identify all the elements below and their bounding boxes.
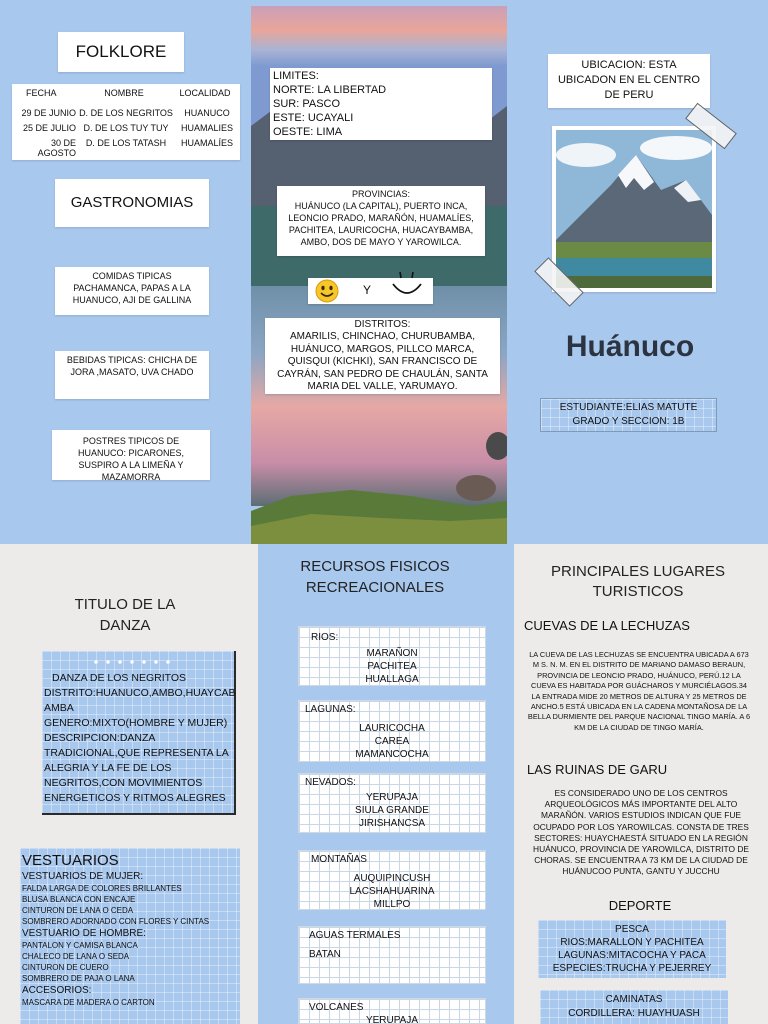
deporte-title: DEPORTE — [608, 898, 672, 913]
postres-text: POSTRES TIPICOS DE HUANUCO: PICARONES, SUSPIRO A LA LIMEÑA Y MAZAMORRA — [77, 436, 184, 482]
folklore-row — [12, 133, 240, 158]
caminatas-box — [540, 990, 728, 1024]
folklore-cell-date: 30 DE AGOSTO — [37, 138, 76, 158]
vestuarios-card — [20, 848, 240, 1024]
turisticos-title: PRINCIPALES LUGARES TURISTICOS — [551, 563, 725, 600]
recurso-item: SIULA GRANDE — [355, 805, 429, 816]
folklore-title: FOLKLORE — [75, 42, 167, 61]
gastronomia-title: GASTRONOMIAS — [70, 194, 194, 211]
caminatas-line: CORDILLERA: HUAYHUASH — [568, 1008, 700, 1019]
folklore-header-place: LOCALIDAD — [179, 88, 231, 98]
recurso-group-label: AGUAS TERMALES — [309, 930, 401, 941]
recurso-group-nevados — [298, 773, 486, 833]
vestuarios-title: VESTUARIOS — [22, 852, 119, 869]
cuevas-text: LA CUEVA DE LAS LECHUZAS SE ENCUENTRA UBICADA A 673 M S. N. M. EN EL DISTRITO DE MARIANO DAMASO BERAUN, PROVINCIA DE LEONCIO PRADO, HUÁNUCO, PERÚ.12 LA CUEVA ES HABITADA POR GUÁCHAROS Y MURCIÉLAGOS.34 LA ENTRADA MIDE 20 METROS DE ALTURA Y 25 METROS DE ANCHO.5 ESTÁ UBICADA EN LA CADENA MONTAÑOSA DE LA BELLA DURMIENTE DEL PARQUE NACIONAL TINGO MARÍA. A 6 KM DE LA CIUDAD DE TINGO MARÍA. — [527, 650, 751, 732]
provincias-text: HUÁNUCO (LA CAPITAL), PUERTO INCA, LEONCIO PRADO, MARAÑÓN, HUAMALÍES, PACHITEA, LAURICOCHA, HUACAYBAMBA, AMBO, DOS DE MAYO Y YAROWILCA. — [288, 201, 474, 247]
ubicacion-box — [548, 54, 710, 108]
folklore-cell-place: HUANUCO — [184, 108, 230, 118]
recurso-item: HUALLAGA — [365, 674, 419, 685]
emoji-row-box — [308, 278, 433, 304]
pesca-line: PESCA — [615, 924, 649, 935]
pesca-line: RIOS:MARALLON Y PACHITEA — [560, 937, 704, 948]
accesorios-title: ACCESORIOS: — [22, 985, 92, 996]
limites-line: LIMITES: — [273, 70, 319, 82]
danza-card — [42, 651, 236, 815]
recurso-group-label: RIOS: — [311, 632, 339, 643]
danza-district: DISTRITO:HUANUCO,AMBO,HUAYCAB AMBA — [44, 687, 236, 714]
recursos-title: RECURSOS FISICOS RECREACIONALES — [300, 558, 450, 596]
recurso-item: LACSHAHUARINA — [349, 886, 435, 897]
recurso-group-label: LAGUNAS: — [305, 704, 356, 715]
ring-binding-decoration — [90, 659, 170, 665]
distritos-title: DISTRITOS: — [354, 319, 411, 330]
folklore-title-box — [58, 32, 184, 72]
recurso-item: YERUPAJA — [365, 792, 419, 803]
cuevas-title: CUEVAS DE LA LECHUZAS — [524, 618, 690, 633]
vestuario-item: FALDA LARGA DE COLORES BRILLANTES — [22, 884, 182, 893]
pesca-box — [538, 920, 726, 978]
recurso-item: JIRISHANCSA — [358, 818, 426, 829]
recurso-group-lagunas — [298, 700, 486, 762]
recurso-item: MAMANCOCHA — [355, 749, 429, 760]
limites-line: SUR: PASCO — [273, 98, 341, 110]
bebidas-text: BEBIDAS TIPICAS: CHICHA DE JORA ,MASATO, UVA CHADO — [66, 355, 198, 377]
recurso-group-rios — [298, 626, 486, 686]
limites-line: OESTE: LIMA — [273, 126, 343, 138]
recurso-item: BATAN — [309, 949, 341, 960]
limites-line: ESTE: UCAYALI — [273, 112, 354, 124]
recurso-item: PACHITEA — [367, 661, 417, 672]
limites-box — [270, 68, 492, 140]
folklore-cell-name: D. DE LOS TATASH — [85, 138, 167, 148]
recurso-group-label: MONTAÑAS — [311, 854, 367, 865]
vestuario-item: CINTURON DE LANA O CEDA — [22, 906, 134, 915]
smile-line-icon — [390, 270, 424, 302]
vestuario-item: SOMBRERO ADORNADO CON FLORES Y CINTAS — [22, 917, 210, 926]
caminatas-line: CAMINATAS — [605, 994, 663, 1005]
mountain-photo-frame — [552, 126, 716, 292]
bebidas-box — [55, 351, 209, 399]
folklore-cell-name: D. DE LOS TUY TUY — [83, 123, 169, 133]
garu-title: LAS RUINAS DE GARU — [527, 762, 668, 777]
emoji-row-joiner: Y — [363, 283, 372, 297]
comidas-text: COMIDAS TIPICAS PACHAMANCA, PAPAS A LA HUANUCO, AJI DE GALLINA — [72, 271, 192, 305]
folklore-header-row — [12, 84, 240, 98]
vestuario-item: CINTURON DE CUERO — [22, 963, 109, 972]
recurso-item: YERUPAJA — [365, 1015, 419, 1024]
vestuario-hombre-title: VESTUARIO DE HOMBRE: — [22, 928, 146, 939]
gastronomia-title-box — [55, 179, 209, 227]
snow-mountain-photo — [556, 130, 712, 288]
recurso-item: MARAÑON — [366, 648, 418, 659]
limites-line: NORTE: LA LIBERTAD — [273, 84, 387, 96]
pesca-line: LAGUNAS:MITACOCHA Y PACA — [558, 950, 706, 961]
folklore-cell-place: HUAMALÍES — [180, 138, 233, 148]
vestuario-item: CHALECO DE LANA O SEDA — [22, 952, 130, 961]
folklore-table — [12, 84, 240, 160]
recurso-group-aguas-termales — [298, 926, 486, 984]
folklore-cell-place: HUAMALIES — [180, 123, 233, 133]
recurso-item: CAREA — [374, 736, 410, 747]
vestuario-item: BLUSA BLANCA CON ENCAJE — [22, 895, 136, 904]
pesca-line: ESPECIES:TRUCHA Y PEJERREY — [552, 963, 712, 974]
cover-title: Huánuco — [565, 330, 695, 363]
student-grade: GRADO Y SECCION: 1B — [572, 416, 685, 427]
folklore-row — [12, 98, 240, 118]
student-name: ESTUDIANTE:ELIAS MATUTE — [559, 402, 698, 413]
vestuario-item: MASCARA DE MADERA O CARTON — [22, 998, 155, 1007]
folklore-header-name: NOMBRE — [104, 88, 144, 98]
folklore-header-date: FECHA — [26, 88, 57, 98]
vestuario-item: SOMBRERO DE PAJA O LANA — [22, 974, 135, 983]
vestuario-mujer-title: VESTUARIOS DE MUJER: — [22, 871, 144, 882]
recurso-group-montanas — [298, 850, 486, 910]
recurso-item: LAURICOCHA — [359, 723, 425, 734]
recurso-group-label: NEVADOS: — [305, 777, 356, 788]
provincias-title: PROVINCIAS: — [351, 189, 410, 199]
danza-name: DANZA DE LOS NEGRITOS — [52, 672, 187, 684]
garu-text: ES CONSIDERADO UNO DE LOS CENTROS ARQUEOLÓGICOS MÁS IMPORTANTE DEL ALTO MARAÑÓN. VARIOS ESTUDIOS INDICAN QUE FUE OCUPADO POR LOS YAROWILCAS. CONSTA DE TRES SECTORES: HUAYCHAESTÁ SITUADO EN LA REGIÓN HUÁNUCO, PROVINCIA DE YAROWILCA, DISTRITO DE CHORAS. SE ENCUENTRA A 73 KM DE LA CIUDAD DE HUÁNUCOO PUNTA, GANTU Y JUCCHU — [533, 788, 749, 877]
student-info-box — [540, 398, 717, 432]
recurso-item: MILLPO — [373, 899, 411, 910]
danza-title: TITULO DE LA DANZA — [74, 596, 176, 634]
folklore-cell-date: 29 DE JUNIO — [21, 108, 76, 118]
postres-box — [52, 430, 210, 480]
distritos-text: AMARILIS, CHINCHAO, CHURUBAMBA, HUÁNUCO, MARGOS, PILLCO MARCA, QUISQUI (KICHKI), SAN FRANCISCO DE CAYRÁN, SAN PEDRO DE CHAULÁN, SANTA MARIA DEL VALLE, YARUMAYO. — [277, 331, 488, 393]
provincias-box — [277, 186, 485, 256]
folklore-cell-date: 25 DE JULIO — [22, 123, 76, 133]
danza-genre: GENERO:MIXTO(HOMBRE Y MUJER) — [44, 717, 228, 729]
recurso-group-volcanes — [298, 998, 486, 1024]
folklore-row — [12, 118, 240, 133]
recurso-item: AUQUIPINCUSH — [353, 873, 431, 884]
distritos-box — [265, 318, 500, 394]
vestuario-item: PANTALON Y CAMISA BLANCA — [22, 941, 138, 950]
smiley-face-icon — [314, 278, 340, 304]
folklore-cell-name: D. DE LOS NEGRITOS — [79, 108, 173, 118]
ubicacion-text: UBICACION: ESTA UBICADON EN EL CENTRO DE PERU — [557, 59, 700, 101]
comidas-box — [55, 267, 209, 315]
recurso-group-label: VOLCANES — [309, 1002, 364, 1013]
danza-description: DESCRIPCION:DANZA TRADICIONAL,QUE REPRESENTA LA ALEGRIA Y LA FE DE LOS NEGRITOS,CON MOVIMIENTOS ENERGETICOS Y RITMOS ALEGRES — [44, 732, 229, 804]
